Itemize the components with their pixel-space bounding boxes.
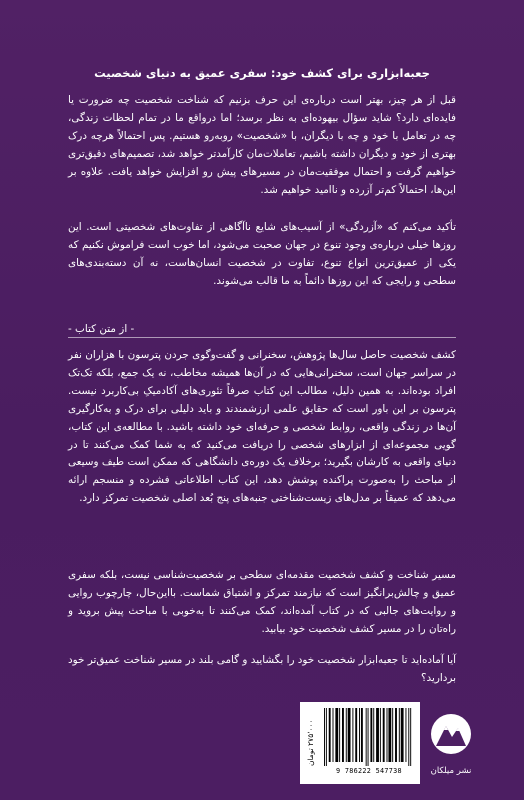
mountain-peaks-icon [430,706,472,766]
paragraph-intro: قبل از هر چیز، بهتر است درباره‌ی این حرف بزنیم که شناخت شخصیت چه ضرورت یا فایده‌ای دارد؟ شاید سؤال بیهوده‌ای به نظر برسد؛ اما درواقع ما در تمام لحظات زندگی، چه در تعامل با خود و چه با دیگران، با «شخصیت» روبه‌رو هستیم. پس احتمالاً هرچه درک بهتری از خود و دیگران داشته باشیم، تعاملات‌مان کارآمدتر خواهد شد، تصمیم‌های دقیق‌تری خواهیم گرفت و احتمال موفقیت‌مان در مسیرهای پیش رو افزایش خواهد یافت. علاوه بر این‌ها، احتمالاً کم‌تر آزرده و ناامید خواهیم شد. [68,94,456,196]
price-label: ۲۷۵٬۰۰۰ تومان [306,719,315,767]
paragraph-emphasis: تأکید می‌کنم که «آزردگی» از آسیب‌های شایع ناآگاهی از تفاوت‌های شخصیتی است. این روزها خیلی درباره‌ی وجود تنوع در جهان صحبت می‌شود، اما خوب است فراموش نکنیم که یکی از عمیق‌ترین انواع تنوع، تفاوت در شخصیت انسان‌هاست، نه آن دسته‌بندی‌های سطحی و رایجی که این روزها دائماً به ما قالب می‌شوند. [68,221,456,287]
isbn-number: 9 786222 547738 [336,767,402,775]
paragraph-journey: مسیر شناخت و کشف شخصیت مقدمه‌ای سطحی بر شخصیت‌شناسی نیست، بلکه سفری عمیق و چالش‌برانگیز است که نیازمند تمرکز و اشتیاق شماست. بااین‌حال، چارچوب روایی و روایت‌های جالبی که در کتاب آمده‌اند، کمک می‌کنند تا به‌خوبی با مباحث پیش بروید و راه‌تان را در مسیر کشف شخصیت خود بیابید. [68,569,456,635]
paragraph-about-book: کشف شخصیت حاصل سال‌ها پژوهش، سخنرانی و گفت‌وگوی جردن پترسون با هزاران نفر در سراسر جهان است، سخنرانی‌هایی که در آن‌ها همیشه مخاطب، نه یک جمع، بلکه تک‌تک افراد بوده‌اند. به همین دلیل، مطالب این کتاب صرفاً تئوری‌های آکادمیکِ بی‌کاربرد نیست. پترسون بر این باور است که حقایق علمی ارزشمندند و باید دلیلی برای درک و به‌کارگیری آن‌ها در زندگی واقعی، روابط شخصی و حرفه‌ای خود داشته باشید. با مطالعه‌ی این کتاب، گویی مجموعه‌ای از ابزارهای شخصی را دریافت می‌کنید که به شما کمک می‌کنند تا در دنیای واقعی به کارشان بگیرید؛ برخلاف یک دوره‌ی دانشگاهی که ممکن است طیف وسیعی از مباحث را به‌صورت پراکنده پوشش دهد، این کتاب اطلاعاتی فشرده و منسجم ارائه می‌دهد که عمیقاً بر مدل‌های زیست‌شناختی جنبه‌های پنج بُعد اصلی شخصیت تمرکز دارد. [68,349,456,505]
paragraph-closing-question: آیا آماده‌اید تا جعبه‌ابزار شخصیت خود را بگشایید و گامی بلند در مسیر شناخت عمیق‌تر خود بردارید؟ [68,654,456,684]
barcode-box [300,702,420,784]
back-cover-title: جعبه‌ابزاری برای کشف خود: سفری عمیق به دنیای شخصیت [94,66,430,80]
section-divider [68,337,456,338]
publisher-name: نشر میلکان [430,766,472,776]
quote-source: - از متن کتاب - [68,323,135,335]
barcode-icon [324,708,414,766]
